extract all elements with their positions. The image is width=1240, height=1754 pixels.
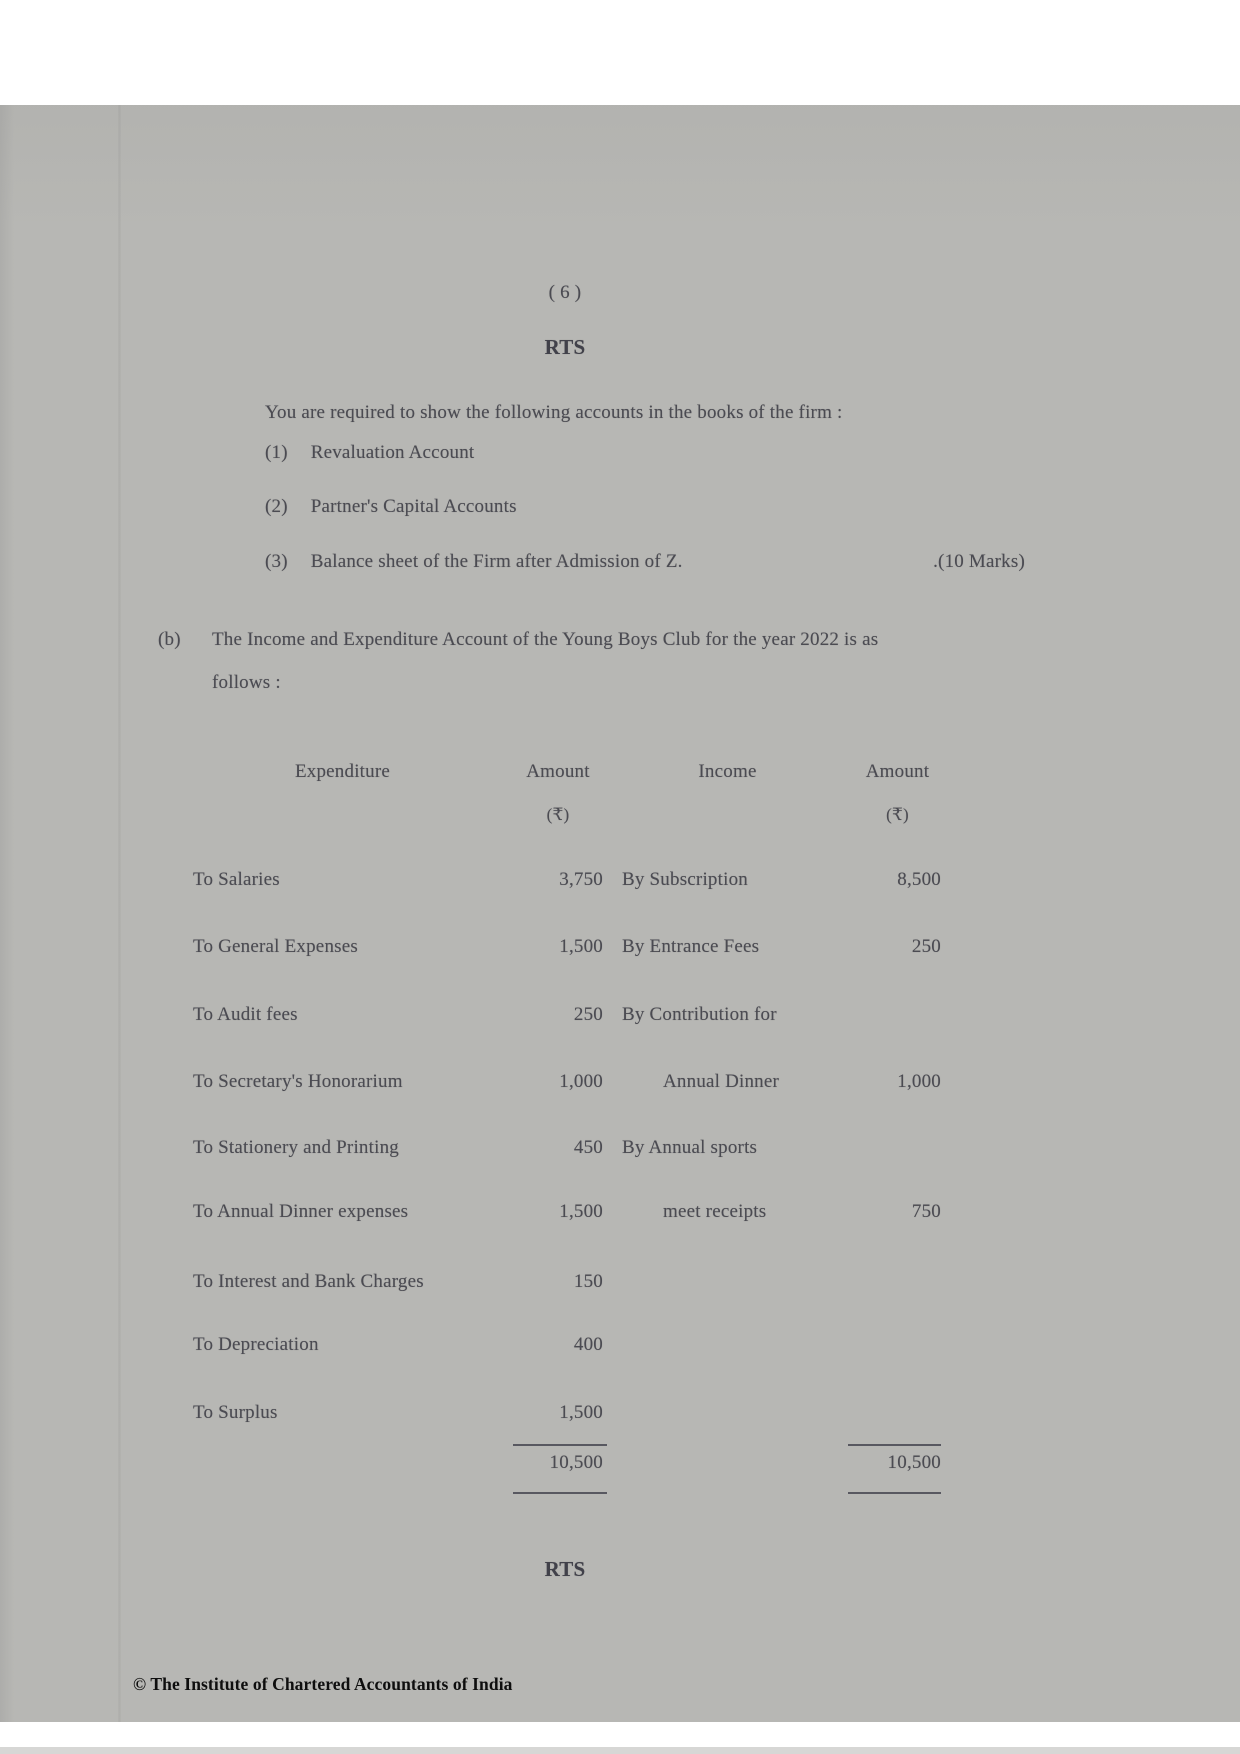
total-rule-top-left (513, 1444, 607, 1446)
table-row (0, 1400, 1240, 1426)
expenditure-item: To Annual Dinner expenses (193, 1201, 409, 1222)
income-item: Annual Dinner (663, 1071, 780, 1092)
list-item-2-number: (2) (265, 496, 288, 517)
income-item: By Entrance Fees (622, 936, 760, 957)
list-item-2 (265, 494, 517, 520)
income-amount: 250 (911, 936, 941, 957)
col-header-amount-left: Amount (526, 761, 590, 782)
total-expenditure: 10,500 (549, 1452, 603, 1473)
total-rule-bottom-left (513, 1492, 607, 1494)
table-row (0, 1135, 1240, 1161)
table-row (0, 1269, 1240, 1295)
question-b-line1: The Income and Expenditure Account of the Young Boys Club for the year 2022 is as (212, 629, 879, 650)
expenditure-amount: 1,500 (559, 1201, 603, 1222)
total-rule-top-right (848, 1444, 941, 1446)
col-header-expenditure: Expenditure (294, 761, 391, 782)
scan-shading (0, 105, 1240, 225)
expenditure-item: To Secretary's Honorarium (193, 1071, 403, 1092)
list-item-1-label: Revaluation Account (310, 442, 475, 463)
list-item-1-number: (1) (265, 442, 288, 463)
list-item-1 (265, 440, 474, 466)
expenditure-item: To Surplus (193, 1402, 278, 1423)
expenditure-amount: 1,500 (559, 1402, 603, 1423)
table-row (0, 1332, 1240, 1358)
question-b-line2: follows : (212, 672, 281, 693)
paper-code-footer: RTS (544, 1557, 586, 1581)
table-row (0, 934, 1240, 960)
table-row (0, 867, 1240, 893)
expenditure-amount: 250 (573, 1004, 603, 1025)
expenditure-item: To Audit fees (193, 1004, 298, 1025)
income-item: By Contribution for (622, 1004, 777, 1025)
list-item-2-label: Partner's Capital Accounts (310, 496, 517, 517)
question-b-label: (b) (158, 629, 181, 650)
marks-label: .(10 Marks) (933, 551, 1025, 572)
income-item: meet receipts (663, 1201, 767, 1222)
expenditure-amount: 150 (573, 1271, 603, 1292)
currency-symbol-right: (₹) (886, 805, 909, 824)
expenditure-amount: 450 (573, 1137, 603, 1158)
table-row (0, 1199, 1240, 1225)
list-item-3-label: Balance sheet of the Firm after Admission of Z. (310, 551, 683, 572)
page-number: ( 6 ) (548, 282, 582, 303)
expenditure-item: To Depreciation (193, 1334, 319, 1355)
income-amount: 1,000 (897, 1071, 941, 1092)
income-amount: 750 (911, 1201, 941, 1222)
currency-symbol-left: (₹) (546, 805, 570, 824)
list-item-3 (265, 549, 683, 575)
expenditure-amount: 3,750 (559, 869, 603, 890)
expenditure-item: To General Expenses (193, 936, 358, 957)
table-row (0, 1069, 1240, 1095)
col-header-income: Income (698, 761, 757, 782)
expenditure-item: To Interest and Bank Charges (193, 1271, 424, 1292)
expenditure-item: To Salaries (193, 869, 280, 890)
table-row (0, 1002, 1240, 1028)
total-rule-bottom-right (848, 1492, 941, 1494)
expenditure-item: To Stationery and Printing (193, 1137, 399, 1158)
col-header-amount-right: Amount (865, 761, 930, 782)
copyright-notice: © The Institute of Chartered Accountants of India (133, 1674, 513, 1694)
expenditure-amount: 1,000 (559, 1071, 603, 1092)
total-income: 10,500 (887, 1452, 941, 1473)
expenditure-amount: 1,500 (559, 936, 603, 957)
question-a-intro: You are required to show the following accounts in the books of the firm : (265, 402, 843, 423)
paper-code-header: RTS (544, 335, 586, 359)
table-total-row (0, 1450, 1240, 1476)
income-amount: 8,500 (897, 869, 941, 890)
scan-edge-strip (0, 1747, 1240, 1754)
income-item: By Subscription (622, 869, 748, 890)
list-item-3-number: (3) (265, 551, 288, 572)
income-item: By Annual sports (622, 1137, 758, 1158)
expenditure-amount: 400 (573, 1334, 603, 1355)
